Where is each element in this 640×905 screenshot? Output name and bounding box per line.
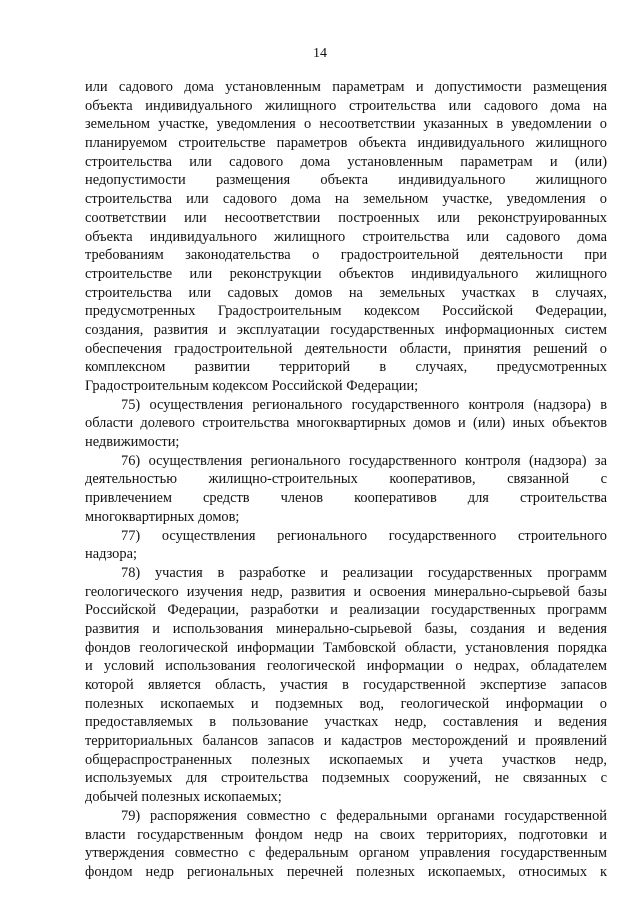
text-line: привлечением средств членов кооперативов для строительства — [85, 490, 607, 507]
text-line: предоставляемых в пользование участках недр, составления и ведения — [85, 714, 607, 731]
item-77-start: 77) осуществления регионального государственного строительного — [121, 527, 607, 544]
text-line: строительстве или реконструкции объектов индивидуального жилищного — [85, 265, 607, 282]
text-line: создания, развития и эксплуатации государственных информационных систем — [85, 321, 607, 338]
text-line: Градостроительным кодексом Российской Федерации; — [85, 378, 419, 394]
body-text — [85, 78, 607, 882]
text-line: или садового дома установленным параметрам и допустимости размещения — [85, 79, 607, 95]
text-line: фондом недр региональных перечней полезных ископаемых, относимых к — [85, 863, 607, 880]
item-79-start: 79) распоряжения совместно с федеральными органами государственной — [121, 807, 607, 824]
text-line: развития и использования минерально-сырьевой базы, создания и ведения — [85, 620, 607, 637]
page-number: 14 — [313, 46, 327, 61]
text-line: объекта индивидуального жилищного строительства или садового дома — [85, 228, 607, 245]
text-line: требованиям законодательства о градостроительной деятельности при — [85, 247, 607, 264]
text-line: строительства или садового дома на земельном участке, уведомления о — [85, 191, 607, 208]
text-line: области долевого строительства многоквартирных домов и (или) иных объектов — [85, 415, 607, 432]
text-line: территориальных балансов запасов и кадастров месторождений и проявлений — [85, 733, 607, 750]
text-line: строительства или садового дома установленным параметрам и (или) — [85, 153, 607, 170]
text-line: общераспространенных полезных ископаемых и учета участков недр, — [85, 751, 607, 768]
item-78-start: 78) участия в разработке и реализации государственных программ — [121, 564, 607, 581]
text-line: которой является область, участия в государственной экспертизе запасов — [85, 677, 607, 693]
text-line: обеспечения градостроительной деятельности области, принятия решений о — [85, 340, 607, 357]
text-line: строительства или садовых домов на земельных участках в случаях, — [85, 284, 607, 301]
text-line: используемых для строительства подземных сооружений, не связанных с — [85, 770, 607, 787]
text-line: многоквартирных домов; — [85, 508, 240, 525]
text-line: Российской Федерации, разработки и реализации государственных программ — [85, 602, 607, 619]
text-line: комплексном развитии территорий в случаях, предусмотренных — [85, 359, 607, 376]
text-line: и условий использования геологической информации о недрах, обладателем — [85, 658, 607, 675]
text-line: добычей полезных ископаемых; — [85, 789, 282, 806]
text-line: деятельностью жилищно-строительных кооперативов, связанной с — [85, 471, 607, 488]
text-line: соответствии или несоответствии построенных или реконструированных — [85, 209, 607, 226]
text-line: власти государственным фондом недр на своих территориях, подготовки и — [85, 826, 607, 843]
text-line: утверждения совместно с федеральным органом управления государственным — [85, 845, 607, 862]
text-line: недопустимости размещения объекта индивидуального жилищного — [85, 172, 607, 189]
text-line: объекта индивидуального жилищного строительства или садового дома на — [85, 97, 607, 114]
text-line: земельном участке, уведомления о несоответствии указанных в уведомлении о — [85, 116, 607, 133]
text-line: фондов геологической информации Тамбовской области, установления порядка — [85, 639, 607, 656]
text-line: планируемом строительстве параметров объекта индивидуального жилищного — [85, 135, 607, 152]
text-line: надзора; — [85, 546, 137, 563]
text-line: геологического изучения недр, развития и освоения минерально-сырьевой базы — [85, 583, 607, 600]
text-line: полезных ископаемых и подземных вод, геологической информации о — [85, 695, 607, 712]
text-line: предусмотренных Градостроительным кодексом Российской Федерации, — [85, 303, 607, 320]
item-76-start: 76) осуществления регионального государственного контроля (надзора) за — [121, 452, 607, 469]
text-line: недвижимости; — [85, 434, 180, 451]
item-75-start: 75) осуществления регионального государственного контроля (надзора) в — [121, 396, 607, 413]
